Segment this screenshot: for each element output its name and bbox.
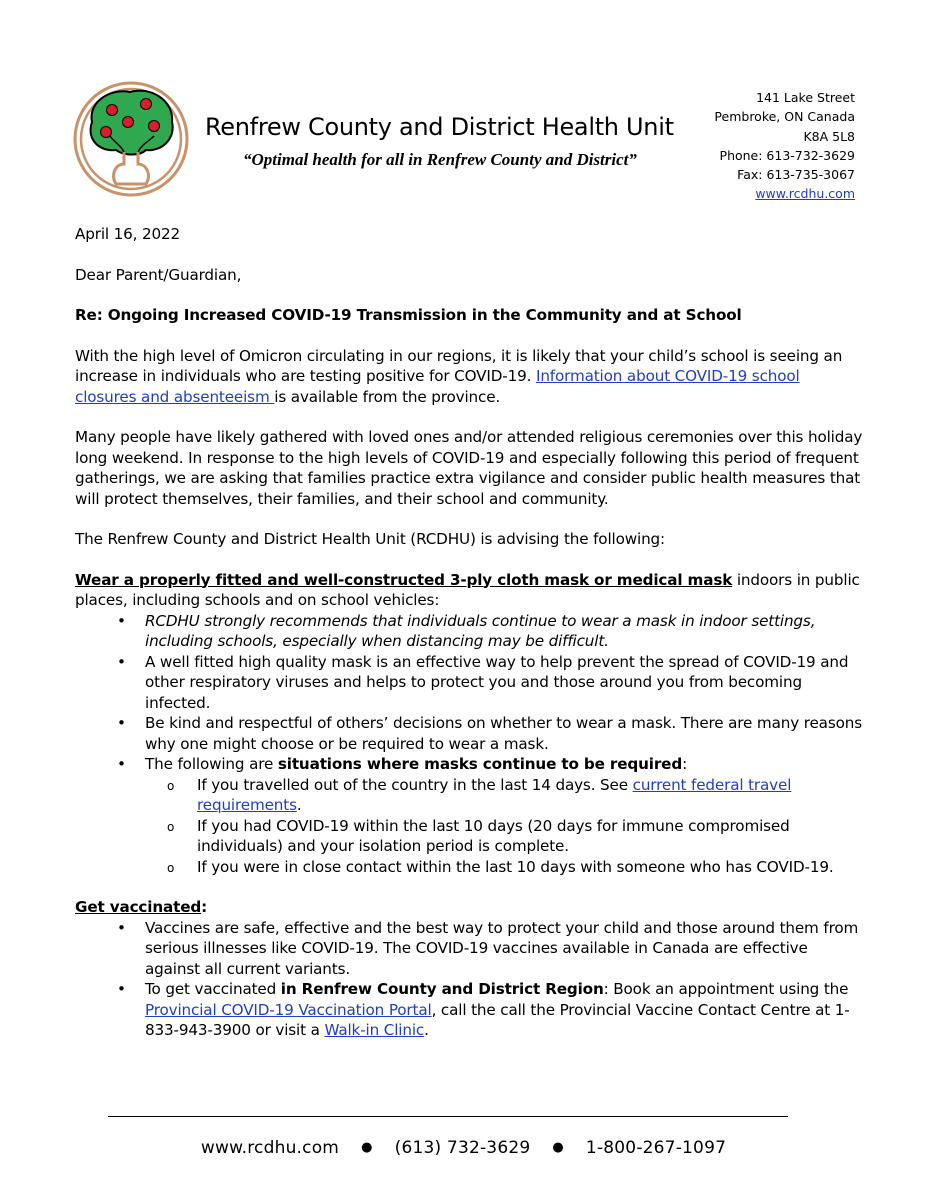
list-item	[197, 775, 865, 816]
list-item-text: : Book an appointment using the	[603, 980, 849, 998]
list-item: o If you were in close contact within the last 10 days with someone who has COVID-19.	[197, 857, 865, 878]
walk-in-clinic-link[interactable]: Walk-in Clinic	[324, 1021, 425, 1039]
vaccination-portal-link[interactable]: Provincial COVID-19 Vaccination Portal	[145, 1000, 432, 1019]
mask-bullet-list	[75, 611, 865, 878]
footer-divider	[108, 1116, 788, 1117]
letter-subject: Re: Ongoing Increased COVID-19 Transmission in the Community and at School	[75, 306, 742, 324]
list-item-text: :	[682, 755, 688, 773]
list-item: • RCDHU strongly recommends that individuals continue to wear a mask in indoor settings, including schools, especially when distancing may be difficult.	[145, 611, 865, 652]
address-fax: Fax: 613-735-3067	[737, 167, 855, 183]
org-motto: “Optimal health for all in Renfrew County and District”	[243, 150, 637, 169]
vaccine-bullet-list	[75, 918, 865, 1041]
list-item: • Vaccines are safe, effective and the best way to protect your child and those around them from serious illnesses like COVID-19. The COVID-19 vaccines available in Canada are effective against all current variants.	[145, 918, 865, 980]
paragraph-advising: The Renfrew County and District Health Unit (RCDHU) is advising the following:	[75, 530, 665, 548]
list-item-bold-text: situations where masks continue to be required	[277, 755, 683, 773]
address-city: Pembroke, ON Canada	[714, 109, 855, 125]
list-item-text: .	[296, 796, 302, 814]
list-item-bold-text: in Renfrew County and District Region	[280, 980, 604, 998]
footer-separator: ●	[361, 1140, 373, 1155]
list-item-text: To get vaccinated	[145, 980, 281, 998]
paragraph-omicron	[75, 346, 865, 408]
paragraph-text: With the high level of Omicron circulating in our regions, it is likely that your child’s school is seeing an increase in individuals who are testing positive for COVID-19.	[75, 346, 843, 385]
list-item: • Be kind and respectful of others’ decisions on whether to wear a mask. There are many reasons why one might choose or be required to wear a mask.	[145, 713, 865, 754]
closures-absenteeism-link[interactable]: closures and absenteeism	[75, 387, 275, 406]
letter-greeting: Dear Parent/Guardian,	[75, 265, 242, 284]
mask-section-intro	[75, 570, 865, 611]
address-block	[714, 88, 855, 204]
list-item: o If you had COVID-19 within the last 10 days (20 days for immune compromised individuals) and your isolation period is complete.	[197, 816, 865, 857]
mask-section-heading: Wear a properly fitted and well-constructed 3-ply cloth mask or medical mask	[75, 570, 733, 589]
paragraph-gatherings: Many people have likely gathered with loved ones and/or attended religious ceremonies over this holiday long weekend. In response to the high levels of COVID-19 and especially following this period of frequent gatherings, we are asking that families practice extra vigilance and consider public health measures that will protect themselves, their families, and their school and community.	[75, 428, 863, 508]
paragraph-text: is available from the province.	[274, 387, 501, 406]
mask-section-intro-text: indoors in public places, including schools and on school vehicles:	[75, 570, 860, 609]
letter-date: April 16, 2022	[75, 225, 181, 243]
footer-tollfree: 1-800-267-1097	[585, 1138, 727, 1158]
school-info-link[interactable]: Information about COVID-19 school	[535, 367, 800, 385]
list-item-text: .	[424, 1021, 429, 1039]
address-street: 141 Lake Street	[756, 90, 855, 105]
vaccine-section-heading: Get vaccinated	[75, 898, 202, 916]
address-postal: K8A 5L8	[803, 128, 855, 144]
list-item: • A well fitted high quality mask is an effective way to help prevent the spread of COVID-19 and other respiratory viruses and helps to protect you and those around you from becoming infected.	[145, 652, 865, 714]
website-link[interactable]: www.rcdhu.com	[755, 186, 855, 202]
letter-body	[75, 224, 865, 1041]
list-item-text: The following are	[145, 755, 278, 773]
list-item	[145, 754, 865, 877]
mask-required-sublist	[145, 775, 865, 878]
footer-phone: (613) 732-3629	[394, 1138, 531, 1158]
list-item-text: , call the call the Provincial Vaccine Contact Centre at 1-833-943-3900 or visit a	[145, 1000, 850, 1039]
org-name: Renfrew County and District Health Unit	[205, 113, 674, 141]
list-item-text: If you travelled out of the country in the last 14 days. See	[197, 775, 633, 794]
footer-website: www.rcdhu.com	[200, 1138, 340, 1158]
address-phone: Phone: 613-732-3629	[719, 147, 855, 163]
health-unit-logo-icon	[70, 80, 192, 198]
federal-travel-link[interactable]: current federal travel requirements	[197, 775, 792, 814]
vaccine-section-intro	[75, 897, 865, 918]
list-item	[145, 979, 865, 1041]
footer-contact	[0, 1138, 927, 1158]
vaccine-heading-colon: :	[201, 898, 208, 916]
footer-separator: ●	[552, 1140, 564, 1155]
